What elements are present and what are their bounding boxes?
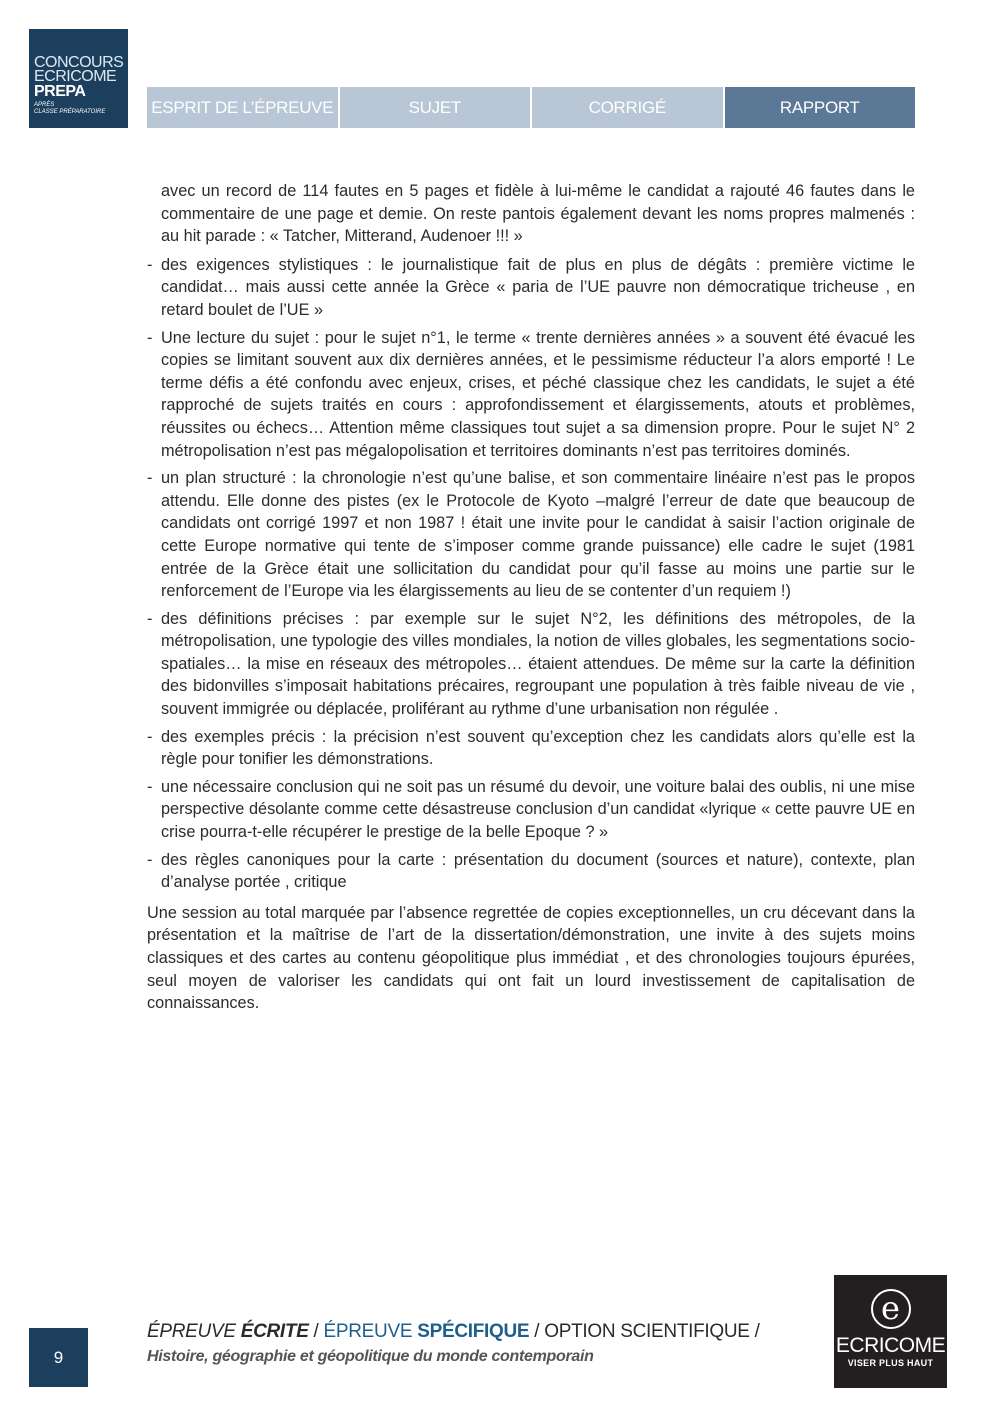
list-item-text: Une lecture du sujet : pour le sujet n°1, le terme « trente dernières années » a souvent été évacué les copies se limitant souvent aux dix dernières années, et le pessimisme réducteur l’a alors emporté ! Le terme défis a été confondu avec enjeux, crises, et péché classique chez les candidats, le sujet a été rapproché de sujets traités en cours : approfondissement et élargissements, atouts et problèmes, réussites ou échecs… Attention même classiques tout sujet a sa dimension propre. Pour le sujet N° 2 métropolisation n’est pas mégalopolisation et territoires dominants n’est pas territoires dominés.: [161, 328, 915, 460]
ecricome-logo: [834, 1275, 947, 1388]
footer: [147, 1321, 787, 1366]
intro-paragraph: avec un record de 114 fautes en 5 pages et fidèle à lui-même le candidat a rajouté 46 fautes dans le commentaire de une page et demie. On reste pantois également devant les noms propres malmenés : au hit parade : « Tatcher, Mitterand, Audenoer !!! »: [161, 182, 915, 246]
logo-line-prepa: PREPA: [34, 83, 86, 100]
list-item: [147, 776, 915, 844]
brand-tagline: VISER PLUS HAUT: [847, 1358, 934, 1368]
brand-name: ECRICOME: [835, 1334, 946, 1357]
footer-epreuve-2: ÉPREUVE: [323, 1321, 413, 1342]
ecricome-mark-icon: e: [871, 1289, 911, 1329]
footer-specifique: SPÉCIFIQUE: [417, 1321, 530, 1342]
tab-corrige[interactable]: CORRIGÉ: [532, 87, 723, 128]
list-item: [147, 849, 915, 894]
report-body: [147, 180, 915, 1015]
list-dash: -: [147, 850, 153, 869]
logo-line-ecricome: ECRICOME: [34, 68, 117, 85]
footer-sep: /: [308, 1321, 324, 1342]
tab-sujet[interactable]: SUJET: [340, 87, 531, 128]
list-item-text: des définitions précises : par exemple sur le sujet N°2, les définitions des métropoles, de la métropolisation, une typologie des villes mondiales, la notion de villes globales, les segmentations socio-spatiales… la mise en réseaux des métropoles… étaient attendues. De même sur la carte la définition des bidonvilles s’imposait habitations précaires, regroupant une population à très faible niveau de vie , souvent immigrée ou déplacée, proliférant au rythme d’une urbanisation non régulée .: [161, 609, 915, 719]
list-dash: -: [147, 328, 153, 347]
logo-line-apres: APRÈS: [34, 102, 55, 108]
list-dash: -: [147, 777, 153, 796]
footer-option: OPTION SCIENTIFIQUE: [544, 1321, 750, 1342]
footer-sep: /: [529, 1321, 545, 1342]
list-item: [147, 327, 915, 463]
logo-line-classe: CLASSE PRÉPARATOIRE: [34, 109, 106, 115]
list-dash: -: [147, 469, 153, 488]
list-dash: -: [147, 727, 153, 746]
list-item: [147, 608, 915, 721]
list-item: [147, 254, 915, 322]
list-dash: -: [147, 255, 153, 274]
list-dash: -: [147, 609, 153, 628]
section-tabs: [147, 87, 915, 128]
footer-ecrite: ÉCRITE: [240, 1321, 309, 1342]
list-item-text: des exigences stylistiques : le journalistique fait de plus en plus de dégâts : première victime le candidat… mais aussi cette année la Grèce « paria de l’UE pauvre non démocratique tricheuse , en retard boulet de l’UE »: [161, 255, 915, 319]
tab-esprit-epreuve[interactable]: ESPRIT DE L’ÉPREUVE: [147, 87, 338, 128]
logo-line-concours: CONCOURS: [34, 54, 124, 71]
conclusion-paragraph: Une session au total marquée par l’absence regrettée de copies exceptionnelles, un cru décevant dans la présentation et la maîtrise de l’art de la dissertation/démonstration, une invite à des sujets moins classiques et des cartes au contenu géopolitique plus immédiat , et des chronologies toujours épurées, seul moyen de valoriser les candidats qui ont fait un lourd investissement de capitalisation de connaissances.: [147, 903, 915, 1013]
list-item-text: un plan structuré : la chronologie n’est qu’une balise, et son commentaire linéaire n’est pas le propos attendu. Elle donne des pistes (ex le Protocole de Kyoto –malgré l’erreur de date que beaucoup de candidats ont corrigé 1997 et non 1987 ! était une invite pour le candidat à saisir l’action originale de cette Europe normative qui tente de s’imposer comme grande puissance) elle cadre le sujet (1981 entrée de la Grèce était une sollicitation du candidat pour qu’il fasse au moins une partie sur le renforcement de l’Europe via les élargissements au lieu de se contenter d’un requiem !): [161, 469, 915, 601]
logo-line-subtitle: [34, 102, 128, 116]
tab-rapport[interactable]: RAPPORT: [725, 87, 916, 128]
concours-logo: [29, 29, 128, 128]
list-item-text: des exemples précis : la précision n’est souvent qu’exception chez les candidats alors qu’elle est la règle pour tonifier les démonstrations.: [161, 727, 915, 769]
page-number: 9: [29, 1328, 88, 1387]
list-item: [147, 467, 915, 603]
footer-epreuve: ÉPREUVE: [147, 1321, 236, 1342]
footer-sep: /: [749, 1321, 760, 1342]
footer-exam-type: [147, 1321, 787, 1343]
footer-subtitle: Histoire, géographie et géopolitique du monde contemporain: [147, 1348, 594, 1365]
list-item-text: des règles canoniques pour la carte : présentation du document (sources et nature), contexte, plan d’analyse portée , critique: [161, 850, 915, 892]
list-item: [147, 726, 915, 771]
list-item-text: une nécessaire conclusion qui ne soit pas un résumé du devoir, une voiture balai des oublis, ni une mise perspective désolante comme cette désastreuse conclusion d’un candidat «lyrique « cette pauvre UE en crise pourra-t-elle récupérer le prestige de la belle Epoque ? »: [161, 777, 915, 842]
